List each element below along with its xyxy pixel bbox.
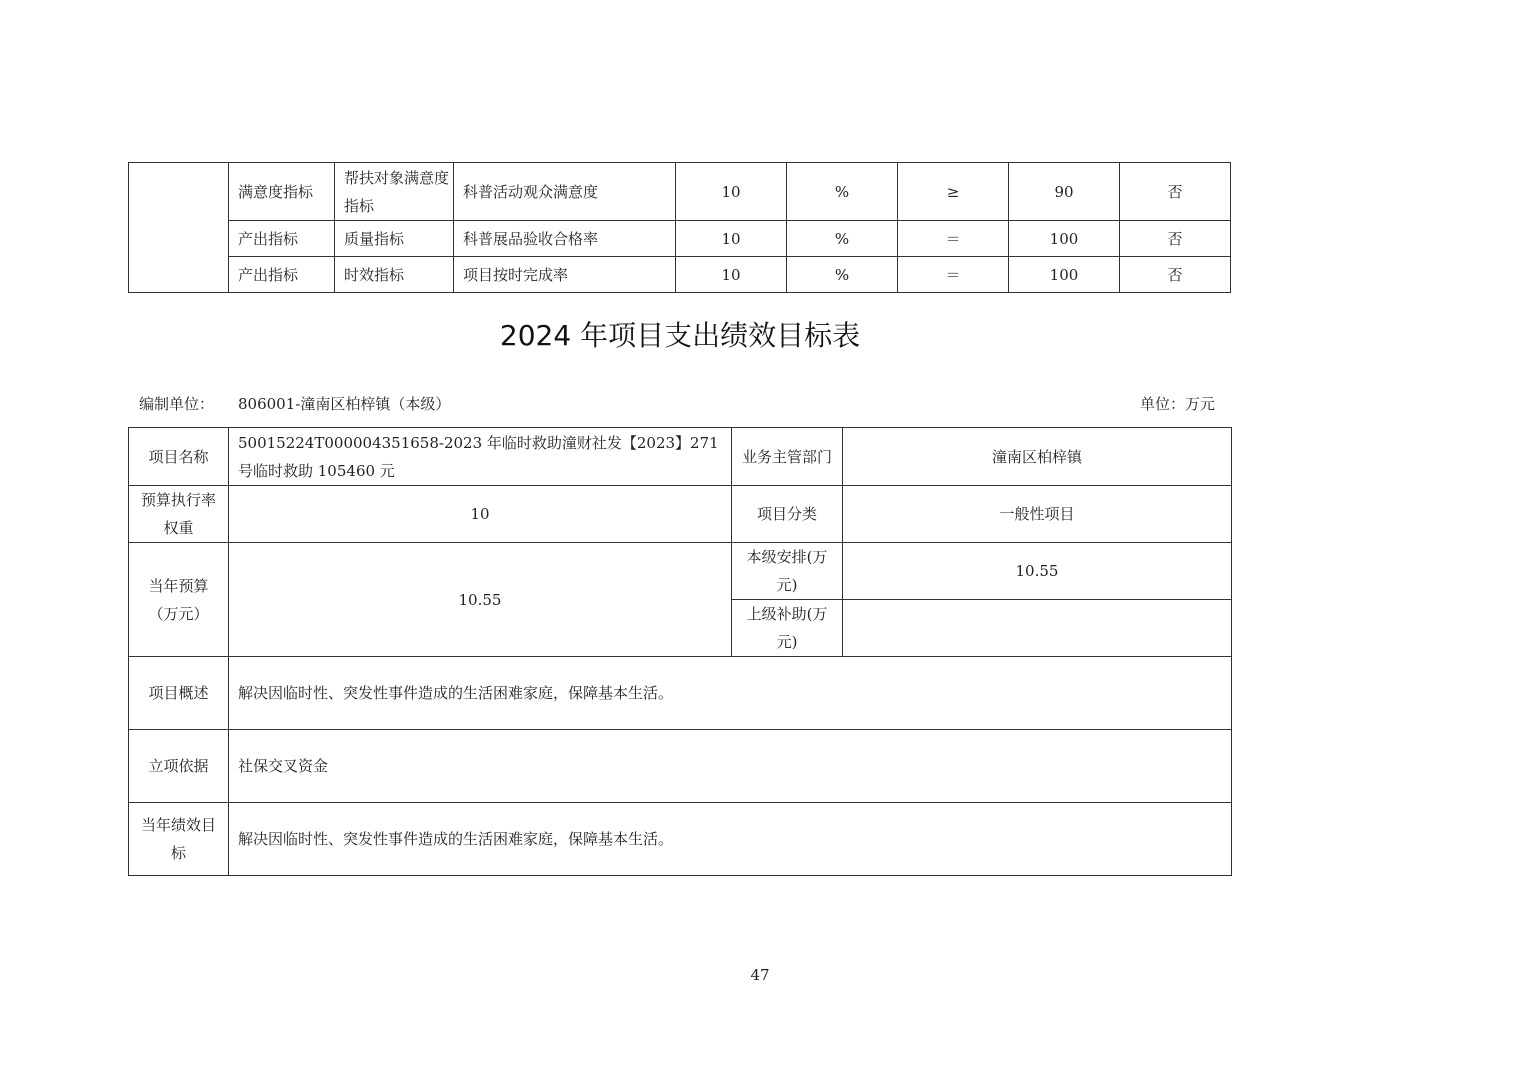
indicator-weight: 10 <box>676 163 787 221</box>
upper-subsidy-value <box>843 600 1232 657</box>
basis-label: 立项依据 <box>129 730 229 803</box>
level1-indicator: 满意度指标 <box>229 163 335 221</box>
indicator-value: 90 <box>1009 163 1120 221</box>
table-row <box>129 486 1232 543</box>
dept-value: 潼南区柏梓镇 <box>843 428 1232 486</box>
level2-indicator: 帮扶对象满意度指标 <box>335 163 454 221</box>
indicator-weight: 10 <box>676 257 787 293</box>
table-row <box>129 428 1232 486</box>
indicator-name: 项目按时完成率 <box>454 257 676 293</box>
local-budget-label: 本级安排(万元) <box>732 543 843 600</box>
budget-label: 当年预算（万元） <box>129 543 229 657</box>
project-name-value: 50015224T000004351658-2023 年临时救助潼财社发【2023】271 号临时救助 105460 元 <box>229 428 732 486</box>
table-row <box>129 657 1232 730</box>
level1-indicator: 产出指标 <box>229 257 335 293</box>
indicator-weight: 10 <box>676 221 787 257</box>
indicator-table-continued <box>128 162 1231 293</box>
table-row <box>129 257 1231 293</box>
exec-weight-label: 预算执行率权重 <box>129 486 229 543</box>
indicator-unit: % <box>787 221 898 257</box>
indicator-operator: ＝ <box>898 221 1009 257</box>
empty-category-cell <box>129 163 229 293</box>
table-row <box>129 163 1231 221</box>
page-title: 2024 年项目支出绩效目标表 <box>499 319 861 352</box>
level2-indicator: 时效指标 <box>335 257 454 293</box>
overview-value: 解决因临时性、突发性事件造成的生活困难家庭，保障基本生活。 <box>229 657 1232 730</box>
project-name-label: 项目名称 <box>129 428 229 486</box>
basis-value: 社保交叉资金 <box>229 730 1232 803</box>
indicator-flag: 否 <box>1120 163 1231 221</box>
upper-subsidy-label: 上级补助(万元) <box>732 600 843 657</box>
category-label: 项目分类 <box>732 486 843 543</box>
overview-label: 项目概述 <box>129 657 229 730</box>
category-value: 一般性项目 <box>843 486 1232 543</box>
dept-label: 业务主管部门 <box>732 428 843 486</box>
budget-value: 10.55 <box>229 543 732 657</box>
indicator-name: 科普活动观众满意度 <box>454 163 676 221</box>
goal-label: 当年绩效目标 <box>129 803 229 876</box>
table-row <box>129 730 1232 803</box>
org-label: 编制单位： <box>139 395 215 413</box>
indicator-operator: ≥ <box>898 163 1009 221</box>
money-unit-label: 单位：万元 <box>1140 395 1216 413</box>
org-value: 806001-潼南区柏梓镇（本级） <box>238 395 451 413</box>
indicator-flag: 否 <box>1120 257 1231 293</box>
table-row <box>129 221 1231 257</box>
indicator-value: 100 <box>1009 257 1120 293</box>
indicator-name: 科普展品验收合格率 <box>454 221 676 257</box>
indicator-unit: % <box>787 163 898 221</box>
indicator-unit: % <box>787 257 898 293</box>
performance-target-table <box>128 427 1232 876</box>
table-row <box>129 543 1232 600</box>
indicator-flag: 否 <box>1120 221 1231 257</box>
indicator-value: 100 <box>1009 221 1120 257</box>
local-budget-value: 10.55 <box>843 543 1232 600</box>
page-number: 47 <box>750 966 770 984</box>
exec-weight-value: 10 <box>229 486 732 543</box>
goal-value: 解决因临时性、突发性事件造成的生活困难家庭，保障基本生活。 <box>229 803 1232 876</box>
table-row <box>129 803 1232 876</box>
level2-indicator: 质量指标 <box>335 221 454 257</box>
indicator-operator: ＝ <box>898 257 1009 293</box>
level1-indicator: 产出指标 <box>229 221 335 257</box>
